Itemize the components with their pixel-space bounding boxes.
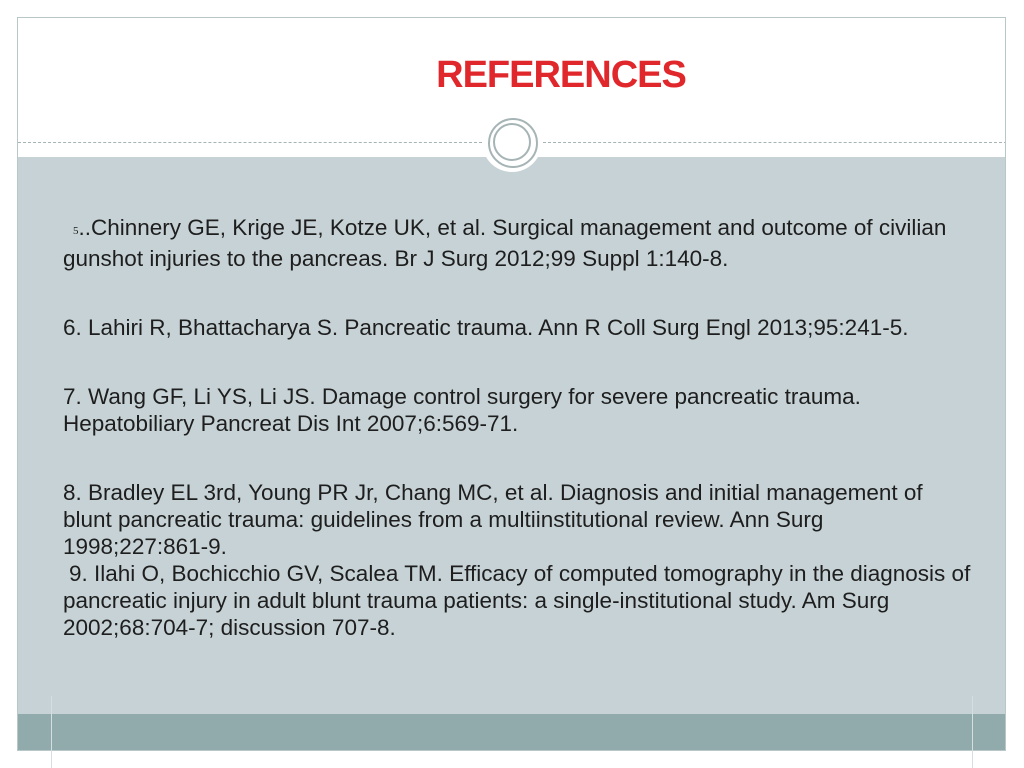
slide: [17, 17, 1006, 751]
slide-title: REFERENCES: [436, 54, 686, 96]
footer-bar: [18, 714, 1005, 751]
reference-item: [63, 560, 973, 641]
ring-inner: [493, 123, 531, 161]
reference-text: ..Chinnery GE, Krige JE, Kotze UK, et al. Surgical management and outcome of civilian gunshot injuries to the pancreas. Br J Surg 2012;99 Suppl 1:140-8.: [63, 215, 947, 271]
reference-text: 9. Ilahi O, Bochicchio GV, Scalea TM. Efficacy of computed tomography in the diagnosis of pancreatic injury in adult blunt trauma patients: a single-institutional study. Am Surg 2002;68:704-7; discussion 707-8.: [63, 561, 971, 640]
guide-line-right: [972, 696, 973, 768]
reference-item: [63, 214, 973, 272]
guide-line-left: [51, 696, 52, 768]
header-divider-left: [18, 142, 482, 143]
reference-item: 8. Bradley EL 3rd, Young PR Jr, Chang MC, et al. Diagnosis and initial management of blunt pancreatic trauma: guidelines from a multiinstitutional review. Ann Surg 1998;227:861-9.: [63, 480, 923, 559]
circle-ornament-icon: [482, 112, 542, 172]
reference-item: 7. Wang GF, Li YS, Li JS. Damage control surgery for severe pancreatic trauma. Hepatobiliary Pancreat Dis Int 2007;6:569-71.: [63, 384, 861, 436]
header-divider-right: [543, 142, 1006, 143]
reference-item: 6. Lahiri R, Bhattacharya S. Pancreatic trauma. Ann R Coll Surg Engl 2013;95:241-5.: [63, 315, 909, 340]
reference-number: 5: [73, 225, 79, 237]
reference-list: [63, 214, 973, 641]
content-panel: [18, 157, 1005, 714]
